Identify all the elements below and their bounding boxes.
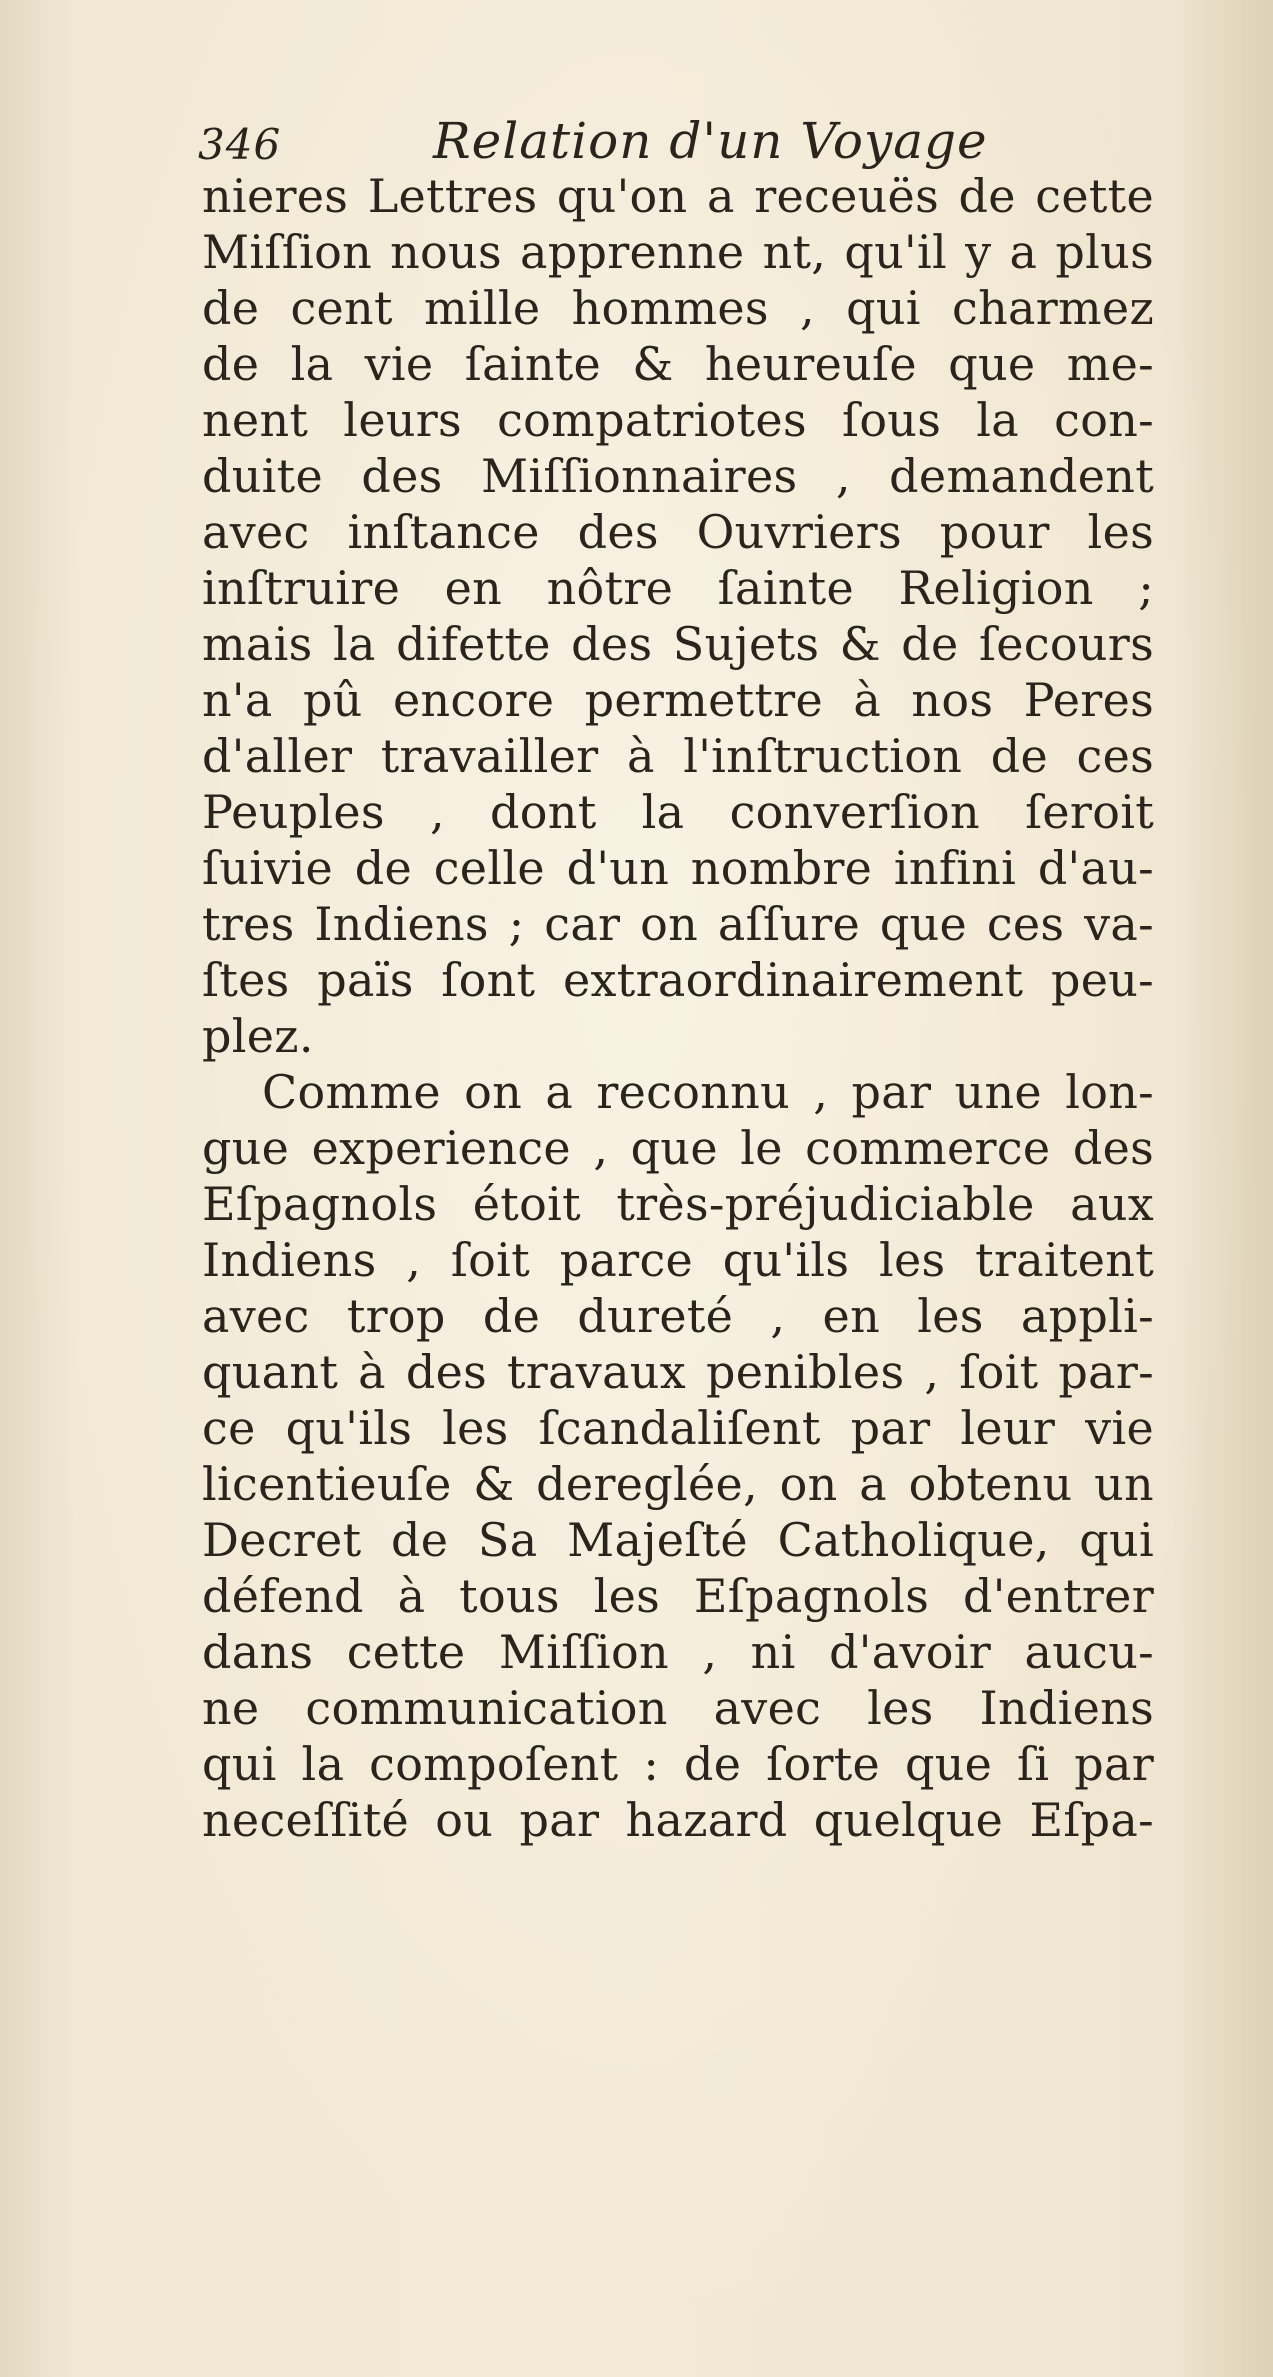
text-line: qui la compoſent : de ſorte que ſi par	[202, 1737, 1154, 1791]
text-line: ſtes païs ſont extraordinairement peu-	[202, 953, 1154, 1007]
text-line: duite des Miſſionnaires , demandent	[202, 449, 1154, 503]
text-line: neceſſité ou par hazard quelque Eſpa-	[202, 1793, 1154, 1847]
text-line: mais la difette des Sujets & de ſecours	[202, 617, 1154, 671]
text-line: plez.	[202, 1009, 314, 1063]
text-line: de la vie ſainte & heureuſe que me-	[202, 337, 1154, 391]
text-line: licentieuſe & dereglée, on a obtenu un	[202, 1457, 1154, 1511]
text-line: nent leurs compatriotes ſous la con-	[202, 393, 1154, 447]
text-line: n'a pû encore permettre à nos Peres	[202, 673, 1154, 727]
text-line: dans cette Miſſion , ni d'avoir aucu-	[202, 1625, 1154, 1679]
text-line: tres Indiens ; car on aſſure que ces va-	[202, 897, 1154, 951]
text-line: défend à tous les Eſpagnols d'entrer	[202, 1569, 1154, 1623]
text-line: ſuivie de celle d'un nombre infini d'au-	[202, 841, 1154, 895]
text-line: ce qu'ils les ſcandaliſent par leur vie	[202, 1401, 1154, 1455]
text-line: inſtruire en nôtre ſainte Religion ;	[202, 561, 1154, 615]
text-line: ne communication avec les Indiens	[202, 1681, 1154, 1735]
running-title: Relation d'un Voyage	[433, 112, 988, 170]
text-line: Indiens , ſoit parce qu'ils les traitent	[202, 1233, 1154, 1287]
text-line: quant à des travaux penibles , ſoit par-	[202, 1345, 1154, 1399]
text-line: Decret de Sa Majeſté Catholique, qui	[202, 1513, 1154, 1567]
text-line: de cent mille hommes , qui charmez	[202, 281, 1154, 335]
text-line: Peuples , dont la converſion ſeroit	[202, 785, 1154, 839]
text-line: avec inſtance des Ouvriers pour les	[202, 505, 1154, 559]
page-number: 346	[198, 120, 282, 169]
text-line: Miſſion nous apprenne nt, qu'il y a plus	[202, 225, 1154, 279]
text-line: d'aller travailler à l'inſtruction de ces	[202, 729, 1154, 783]
text-line: Eſpagnols étoit très-préjudiciable aux	[202, 1177, 1154, 1231]
page-header	[198, 112, 1098, 172]
text-line: nieres Lettres qu'on a receuës de cette	[202, 169, 1154, 223]
text-line: gue experience , que le commerce des	[202, 1121, 1154, 1175]
body-text	[202, 168, 1154, 1848]
text-line: avec trop de dureté , en les appli-	[202, 1289, 1154, 1343]
text-line: Comme on a reconnu , par une lon-	[262, 1065, 1154, 1119]
